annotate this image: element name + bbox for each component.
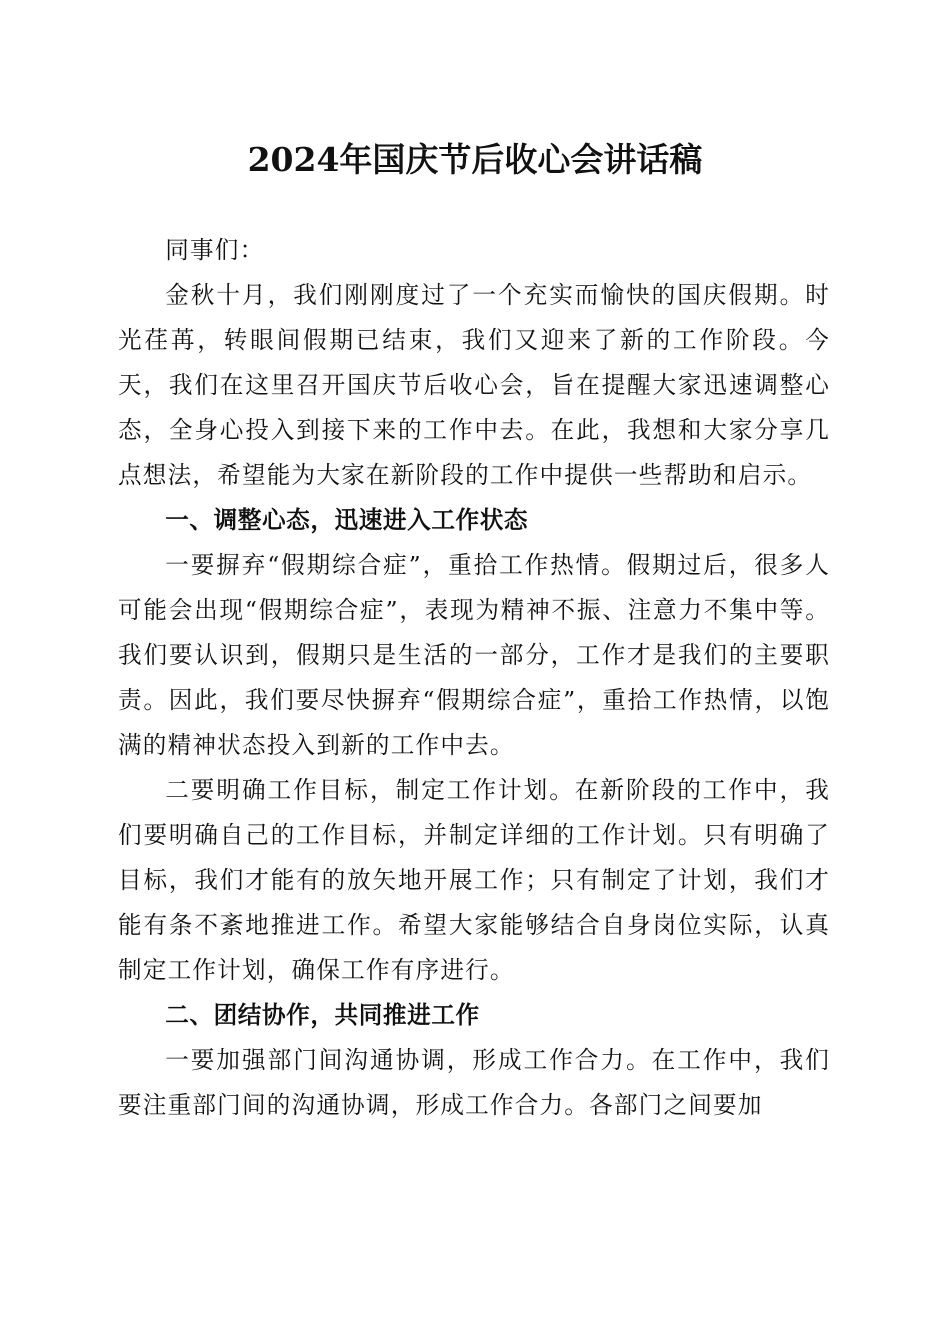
section2-paragraph-1: 一要加强部门间沟通协调，形成工作合力。在工作中，我们要注重部门间的沟通协调，形成工作合力。各部门之间要加	[118, 1046, 830, 1119]
section-heading-2: 二、团结协作，共同推进工作	[165, 1001, 480, 1029]
document-body	[118, 228, 830, 1128]
salutation: 同事们：	[165, 236, 265, 264]
section-heading-1: 一、调整心态，迅速进入工作状态	[165, 506, 529, 534]
document-title: 2024年国庆节后收心会讲话稿	[247, 140, 703, 179]
section1-paragraph-1: 一要摒弃“假期综合症”，重拾工作热情。假期过后，很多人可能会出现“假期综合症”，表现为精神不振、注意力不集中等。我们要认识到，假期只是生活的一部分，工作才是我们的主要职责。因此，我们要尽快摒弃“假期综合症”，重拾工作热情，以饱满的精神状态投入到新的工作中去。	[118, 551, 830, 759]
intro-paragraph: 金秋十月，我们刚刚度过了一个充实而愉快的国庆假期。时光荏苒，转眼间假期已结束，我们又迎来了新的工作阶段。今天，我们在这里召开国庆节后收心会，旨在提醒大家迅速调整心态，全身心投入到接下来的工作中去。在此，我想和大家分享几点想法，希望能为大家在新阶段的工作中提供一些帮助和启示。	[118, 281, 830, 489]
section1-paragraph-2: 二要明确工作目标，制定工作计划。在新阶段的工作中，我们要明确自己的工作目标，并制定详细的工作计划。只有明确了目标，我们才能有的放矢地开展工作；只有制定了计划，我们才能有条不紊地推进工作。希望大家能够结合自身岗位实际，认真制定工作计划，确保工作有序进行。	[118, 776, 830, 984]
